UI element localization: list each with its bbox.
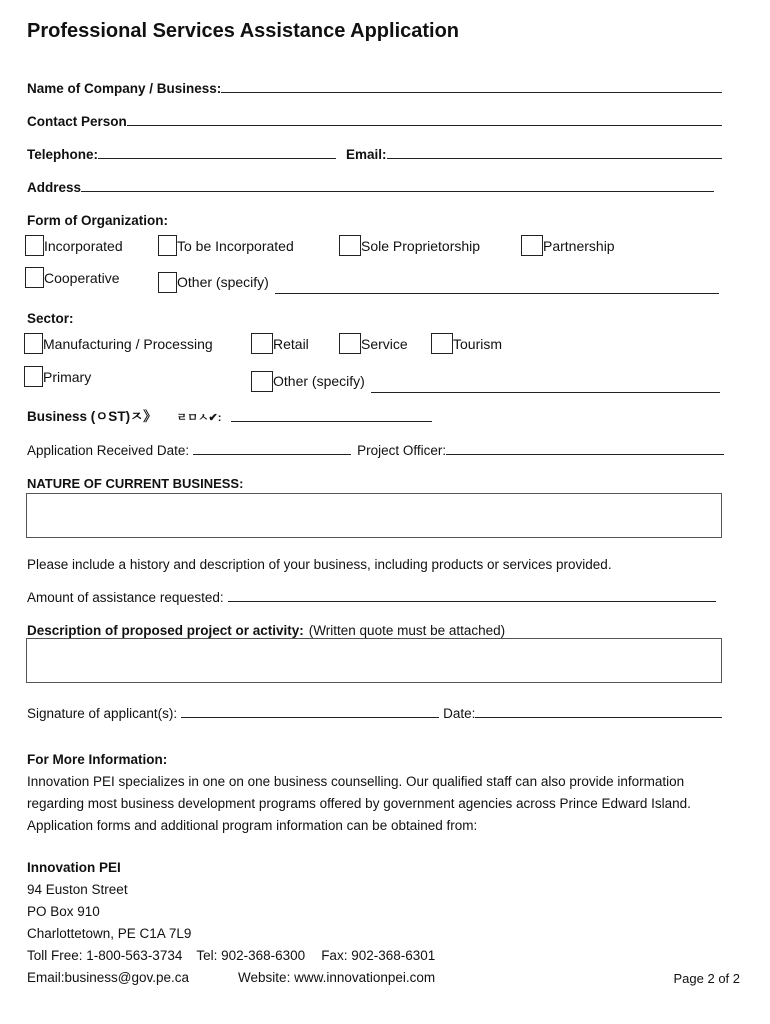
contact-street: 94 Euston Street <box>27 882 128 897</box>
checkbox-label: Other (specify) <box>273 373 365 389</box>
telephone-label: Telephone: <box>27 147 99 162</box>
checkbox-partnership[interactable] <box>521 235 615 256</box>
business-label-2: ㄹㅁㅅ✔: <box>176 412 222 424</box>
contact-section <box>27 857 435 989</box>
application-received-row <box>27 436 724 458</box>
checkbox-label: Other (specify) <box>177 274 269 290</box>
nature-heading-row <box>27 469 722 491</box>
checkbox-box[interactable] <box>25 267 44 288</box>
contact-org: Innovation PEI <box>27 860 121 875</box>
history-note-row <box>27 550 722 572</box>
project-heading: Description of proposed project or activity: <box>27 623 304 638</box>
checkbox-retail[interactable] <box>251 333 309 354</box>
more-info-section <box>27 749 691 837</box>
sector-label: Sector: <box>27 311 74 326</box>
telephone-email-row <box>27 140 722 162</box>
company-name-label: Name of Company / Business: <box>27 81 222 96</box>
more-info-heading: For More Information: <box>27 752 168 767</box>
page-number: Page 2 of 2 <box>673 971 740 986</box>
nature-heading: NATURE OF CURRENT BUSINESS: <box>27 476 244 491</box>
contact-website-link[interactable]: Website: www.innovationpei.com <box>238 970 436 985</box>
checkbox-sole-proprietorship[interactable] <box>339 235 480 256</box>
page-title: Professional Services Assistance Application <box>27 20 460 42</box>
contact-city: Charlottetown, PE C1A 7L9 <box>27 926 192 941</box>
checkbox-box[interactable] <box>339 235 361 256</box>
amount-label: Amount of assistance requested: <box>27 590 224 605</box>
business-field[interactable] <box>231 407 432 422</box>
checkbox-box[interactable] <box>431 333 453 354</box>
checkbox-label: Manufacturing / Processing <box>43 335 213 352</box>
signature-label: Signature of applicant(s): <box>27 706 178 721</box>
business-label: Business (ㅇST)ㅈ》 <box>27 409 157 424</box>
checkbox-box[interactable] <box>521 235 543 256</box>
app-received-date-label: Application Received Date: <box>27 443 190 458</box>
other-org-field[interactable] <box>275 279 719 294</box>
checkbox-to-be-incorporated[interactable] <box>158 235 294 256</box>
project-officer-field[interactable] <box>446 440 724 455</box>
checkbox-label: Partnership <box>543 237 615 254</box>
more-info-line: regarding most business development programs offered by government agencies across Prince Edward Island. <box>27 796 691 811</box>
more-info-line: Innovation PEI specializes in one on one business counselling. Our qualified staff can also provide information <box>27 774 685 789</box>
date-field[interactable] <box>475 703 722 718</box>
contact-person-field[interactable] <box>127 111 722 126</box>
other-sector-field[interactable] <box>371 378 720 393</box>
checkbox-label: Primary <box>43 368 92 385</box>
checkbox-box[interactable] <box>158 235 177 256</box>
checkbox-box[interactable] <box>251 371 273 392</box>
email-field[interactable] <box>387 144 722 159</box>
project-heading-row <box>27 616 722 638</box>
project-description-textarea[interactable] <box>26 638 722 683</box>
checkbox-other-sector[interactable] <box>251 366 720 396</box>
form-of-organization-row <box>27 206 722 228</box>
contact-person-row <box>27 107 722 129</box>
checkbox-manufacturing[interactable] <box>24 333 213 354</box>
email-label: Email: <box>346 147 387 162</box>
contact-phones <box>27 945 435 967</box>
checkbox-box[interactable] <box>25 235 44 256</box>
contact-fax: Fax: 902-368-6301 <box>321 948 436 963</box>
amount-field[interactable] <box>228 587 716 602</box>
more-info-line: Application forms and additional program information can be obtained from: <box>27 818 478 833</box>
contact-online <box>27 967 435 989</box>
form-of-organization-label: Form of Organization: <box>27 213 168 228</box>
checkbox-primary[interactable] <box>24 366 91 387</box>
contact-person-label: Contact Person <box>27 114 127 129</box>
checkbox-label: Sole Proprietorship <box>361 237 481 254</box>
nature-of-business-textarea[interactable] <box>26 493 722 538</box>
history-note: Please include a history and description of your business, including products or services provided. <box>27 557 612 572</box>
checkbox-label: Service <box>361 335 408 352</box>
contact-tel: Tel: 902-368-6300 <box>196 948 306 963</box>
amount-row <box>27 583 716 605</box>
project-officer-label: Project Officer: <box>357 443 447 458</box>
company-name-field[interactable] <box>221 78 722 93</box>
address-field[interactable] <box>81 177 714 192</box>
sector-row <box>27 304 722 326</box>
company-name-row <box>27 74 722 96</box>
checkbox-cooperative[interactable] <box>25 267 120 288</box>
contact-email-link[interactable]: Email:business@gov.pe.ca <box>27 970 190 985</box>
date-label: Date: <box>443 706 476 721</box>
signature-field[interactable] <box>181 703 439 718</box>
checkbox-box[interactable] <box>24 366 43 387</box>
business-row <box>27 403 432 425</box>
checkbox-box[interactable] <box>339 333 361 354</box>
checkbox-label: Retail <box>273 335 309 352</box>
checkbox-box[interactable] <box>251 333 273 354</box>
contact-toll-free: Toll Free: 1-800-563-3734 <box>27 948 183 963</box>
checkbox-tourism[interactable] <box>431 333 502 354</box>
app-received-date-field[interactable] <box>193 440 351 455</box>
checkbox-label: Cooperative <box>44 269 120 286</box>
checkbox-label: To be Incorporated <box>177 237 294 254</box>
checkbox-box[interactable] <box>24 333 43 354</box>
checkbox-other-org[interactable] <box>158 267 719 297</box>
checkbox-service[interactable] <box>339 333 408 354</box>
address-row <box>27 173 714 195</box>
telephone-field[interactable] <box>98 144 336 159</box>
signature-row <box>27 699 722 721</box>
checkbox-label: Tourism <box>453 335 503 352</box>
checkbox-box[interactable] <box>158 272 177 293</box>
checkbox-incorporated[interactable] <box>25 235 123 256</box>
project-note: (Written quote must be attached) <box>308 623 506 638</box>
contact-po-box: PO Box 910 <box>27 904 100 919</box>
checkbox-label: Incorporated <box>44 237 123 254</box>
address-label: Address <box>27 180 82 195</box>
